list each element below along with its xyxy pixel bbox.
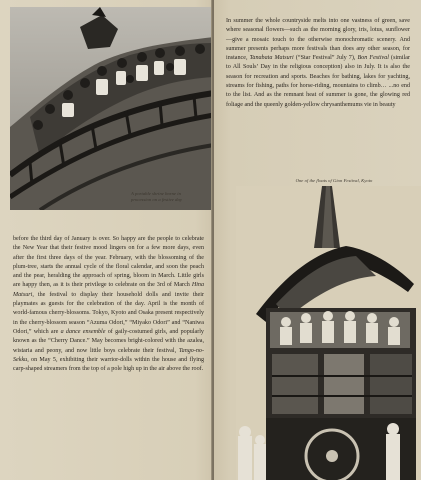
text-run: , on May 5, exhibiting their warrior-dolls within the house and flying carp-shaped streamers from the top of a pole high up in the air above the roof. — [13, 356, 204, 373]
procession-photo-caption: A portable shrine borne in procession on a festive day — [131, 191, 182, 202]
text-run: In summer the whole countryside melts into one vastness of green, save where seasonal flowers—such as the morning glory, iris, lotus, sunflower—give a mosaic touch to the otherwise monochromatic scenery. And summer presents perhaps more festivals than does any other season, for instance, — [226, 18, 410, 62]
right-page-body-text — [226, 17, 410, 110]
text-run: (similar to All Souls’ Day in the religious conception) also in July. It is also the season for recreation and sports. Beaches for bathing, lakes for yachting, streams for fishing, paths for horse-riding, mountains to climb… ...no end to the list. And as the remnant heat of summer is gone, the glowing red foliage and the queenly golden-yellow chrysanthemums vie in beauty — [226, 55, 411, 108]
procession-photo — [10, 7, 212, 210]
italic-run: Tanabata Matsuri — [249, 55, 294, 62]
italic-run: Tango-no-Sekku — [13, 347, 204, 363]
text-run: of gaily-costumed girls, and popularly known as the “Cherry Dance.” May becomes bright-colored with the azalea, wistaria and peony, and now little boys celebrate their festival, — [13, 328, 204, 354]
italic-run: a dance ensemble — [60, 328, 106, 335]
text-run: before the third day of January is over. So happy are the people to celebrate the New Year that their festive mood lingers on for a few more days, even after the first three days of the year. February, with the blossoming of the plum-tree, starts the annual cycle of the floral calendar, and soon the peach and the pear, heralding the approach of spring, bloom in March. Little girls are happy then, as it is their privilege to celebrate on the 3rd of March — [13, 236, 204, 289]
italic-run: Bon Festival — [357, 55, 389, 62]
text-run: , the festival to display their household dolls and invite their playmates as guests for the celebration of the day. April is the month of world-famous cherry-blossoms. Tokyo, Kyoto and Osaka present respectively in the cherry-blossom season “Azuma Odori,” “Miyako Odori” and “Naniwa Odori,” which are — [13, 291, 204, 335]
right-page — [214, 0, 421, 480]
text-run: (“Star Festival” July 7), — [293, 55, 358, 62]
gion-float-photo — [236, 186, 421, 480]
left-page-body-text — [13, 235, 204, 374]
float-photo-caption: One of the floats of Gion Festival, Kyoto — [295, 178, 373, 183]
italic-run: Hina Matsuri — [13, 282, 204, 298]
